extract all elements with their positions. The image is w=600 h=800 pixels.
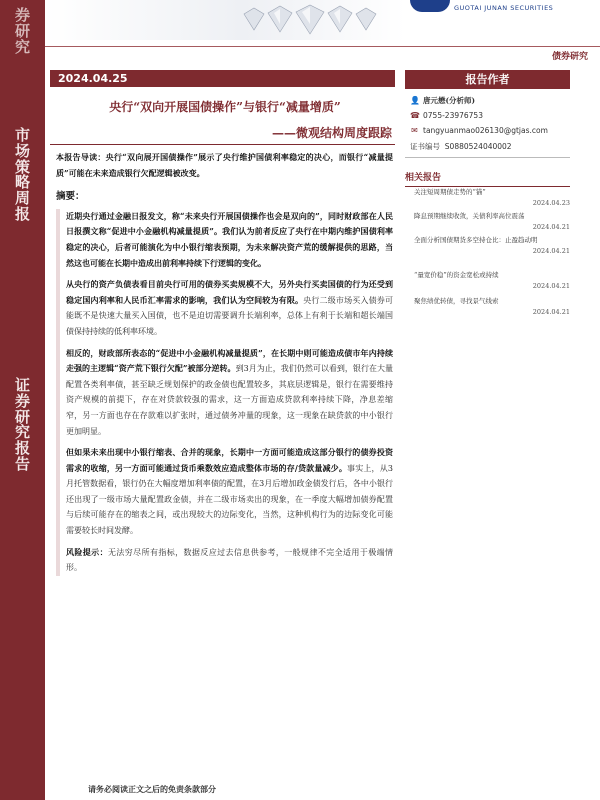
left-band-char: 场 — [14, 141, 30, 160]
related-report-item[interactable] — [414, 187, 570, 209]
summary-paragraph-4 — [66, 445, 393, 539]
guide-paragraph — [56, 150, 393, 181]
summary-paragraph-3 — [66, 346, 393, 440]
summary-heading: 摘要： — [56, 191, 85, 203]
summary-paragraph-2 — [66, 277, 393, 339]
related-report-item[interactable] — [414, 211, 570, 233]
left-band-char: 略 — [14, 173, 30, 192]
header-rule — [45, 46, 600, 47]
report-subtitle: ——微观结构周度跟踪 — [271, 126, 392, 140]
author-phone: 0755-23976753 — [423, 111, 483, 120]
summary-paragraph-1: 近期央行通过金融日报发文，称“未来央行开展国债操作也会是双向的”，同时财政部在人民日报撰文称“促进中小金融机构减量提质”。我们认为前者反应了央行在中期内维护国债利率稳定的决心，后者可能演化为中小银行缩表预期，为未来解决资产荒的缓解提供的思路，当然这也可能在长期中造成出前利率持续下行逻辑的变化。 — [66, 210, 393, 268]
left-band-char: 市 — [14, 126, 30, 144]
related-report-item[interactable] — [414, 270, 570, 292]
author-cert-row — [410, 141, 512, 152]
p3-rest: 到3月为止，我们仍然可以看到，银行在大量配置各类利率债，甚至缺乏规划保护的政金债也配置较多，其底层逻辑是，银行在需要维持资产规模的前提下，存在对贷款较强的需求，这一方面造成贷款利率持续下降，净息差缩窄，另一方面也存在存款难以扩张时，通过债务冲量的现象，这一现象在缺贷款的中小银行更加明显。 — [66, 364, 393, 436]
left-band-char: 报 — [14, 439, 30, 457]
left-band-char: 究 — [14, 37, 30, 56]
author-name-row — [410, 95, 475, 106]
footer-disclaimer: 请务必阅读正文之后的免责条款部分 — [88, 784, 216, 794]
authors-rule — [405, 157, 570, 158]
left-band-char: 券 — [14, 6, 30, 24]
related-report-item[interactable] — [414, 235, 570, 257]
guotai-junan-logo — [410, 0, 600, 18]
left-band-char: 策 — [14, 157, 30, 176]
left-band-char: 报 — [14, 204, 30, 223]
left-label-research — [0, 8, 45, 55]
related-report-title[interactable]: 全面分析国债期货多空持仓比：止盈趋动明 — [414, 236, 538, 244]
related-report-title[interactable]: 降息预期继续收敛，关债利率高位震荡 — [414, 212, 525, 220]
report-date: 2024.04.25 — [50, 70, 395, 87]
left-band-char: 研 — [14, 407, 30, 426]
guide-text: 央行“双向展开国债操作”展示了央行维护国债利率稳定的决心，而银行“减量提质”可能在未来造成银行欠配逻辑被改变。 — [56, 152, 393, 178]
left-band-char: 券 — [14, 391, 30, 410]
related-report-date: 2024.04.21 — [532, 223, 570, 231]
related-report-title[interactable]: “量宽价稳”的资金宽松或持续 — [414, 271, 499, 279]
left-band-char: 研 — [14, 21, 30, 40]
p2-bold: 从央行的资产负债表看目前央行可用的债券买卖规模不大，另外央行买卖国债的行为还受到稳定国内利率和人民币汇率需求的影响，我们认为空间较为有限。 — [66, 279, 393, 305]
left-label-securities-research-report — [0, 378, 45, 473]
doc-type-label: 债券研究 — [551, 52, 588, 62]
author-email-row[interactable] — [410, 126, 548, 135]
left-band-char: 告 — [14, 454, 30, 473]
left-label-market-strategy-weekly — [0, 128, 45, 223]
author-email[interactable]: tangyuanmao026130@gtjas.com — [423, 126, 548, 135]
author-name: 唐元懋(分析师) — [423, 96, 476, 105]
related-report-title[interactable]: 关注短周期债走势的“锚” — [414, 188, 486, 196]
related-report-date: 2024.04.21 — [532, 247, 570, 255]
page-header — [45, 0, 600, 62]
phone-icon: ☎ — [410, 111, 420, 120]
guide-label: 本报告导读： — [56, 152, 106, 162]
report-body — [56, 150, 393, 582]
related-report-date: 2024.04.21 — [532, 282, 570, 290]
authors-header: 报告作者 — [405, 70, 570, 89]
person-icon: 👤 — [410, 95, 420, 105]
risk-label: 风险提示： — [66, 546, 108, 557]
p4-bold: 但如果未来出现中小银行缩表、合并的现象，长期中一方面可能造成这部分银行的债券投资需求的收缩，另一方面可能通过货币乘数效应造成整体市场的存/贷款量减少。 — [66, 447, 393, 473]
left-band-char: 周 — [14, 189, 30, 207]
left-band-char: 究 — [14, 423, 30, 442]
summary-block — [56, 209, 393, 576]
risk-text: 无法穷尽所有指标，数据反应过去信息供参考，一般规律不完全适用于极端情形。 — [66, 547, 394, 573]
p4-rest: 事实上，从3月托管数据看，银行仍在大幅度增加利率债的配置，在3月后增加政金债发行后，各中小银行还出现了一级市场大量配置政金债，并在二级市场卖出的现象，在一季度大幅增加债券配置与后续可能存在的缩表之间，或出现较大的边际变化，当然，这种机构行为的边际变化可能需要较长时间发酵。 — [66, 463, 393, 536]
risk-paragraph — [66, 545, 393, 576]
p3-bold: 相反的，财政部所表态的“促进中小金融机构减量提质”，在长期中则可能造成债市年内持续走强的主逻辑“资产荒下银行欠配”被部分逆转。 — [66, 347, 393, 374]
author-phone-row — [410, 111, 483, 120]
logo-mark-icon — [410, 0, 450, 12]
related-report-item[interactable] — [414, 296, 570, 318]
related-reports-header: 相关报告 — [405, 170, 570, 187]
cert-number: S0880524040002 — [444, 142, 512, 151]
related-report-title[interactable]: 聚焦绩优转债，寻找景气线索 — [414, 297, 499, 305]
cert-label: 证书编号 — [410, 142, 440, 151]
diamond-decoration-icon — [240, 4, 390, 38]
related-report-date: 2024.04.23 — [532, 199, 570, 207]
related-report-date: 2024.04.21 — [532, 308, 570, 316]
left-band-char: 证 — [14, 376, 30, 394]
logo-text: GUOTAI JUNAN SECURITIES — [454, 4, 554, 12]
report-title: 央行“双向开展国债操作”与银行“减量增质” — [109, 100, 341, 114]
p2-rest: 央行二级市场买入债券可能既不是快速大量买入国债，也不是迫切需要调升长端利率，总体上有利于长端和超长端国债保持持续的低利率环境。 — [66, 295, 393, 336]
title-rule — [50, 144, 395, 145]
email-icon: ✉ — [411, 126, 418, 135]
